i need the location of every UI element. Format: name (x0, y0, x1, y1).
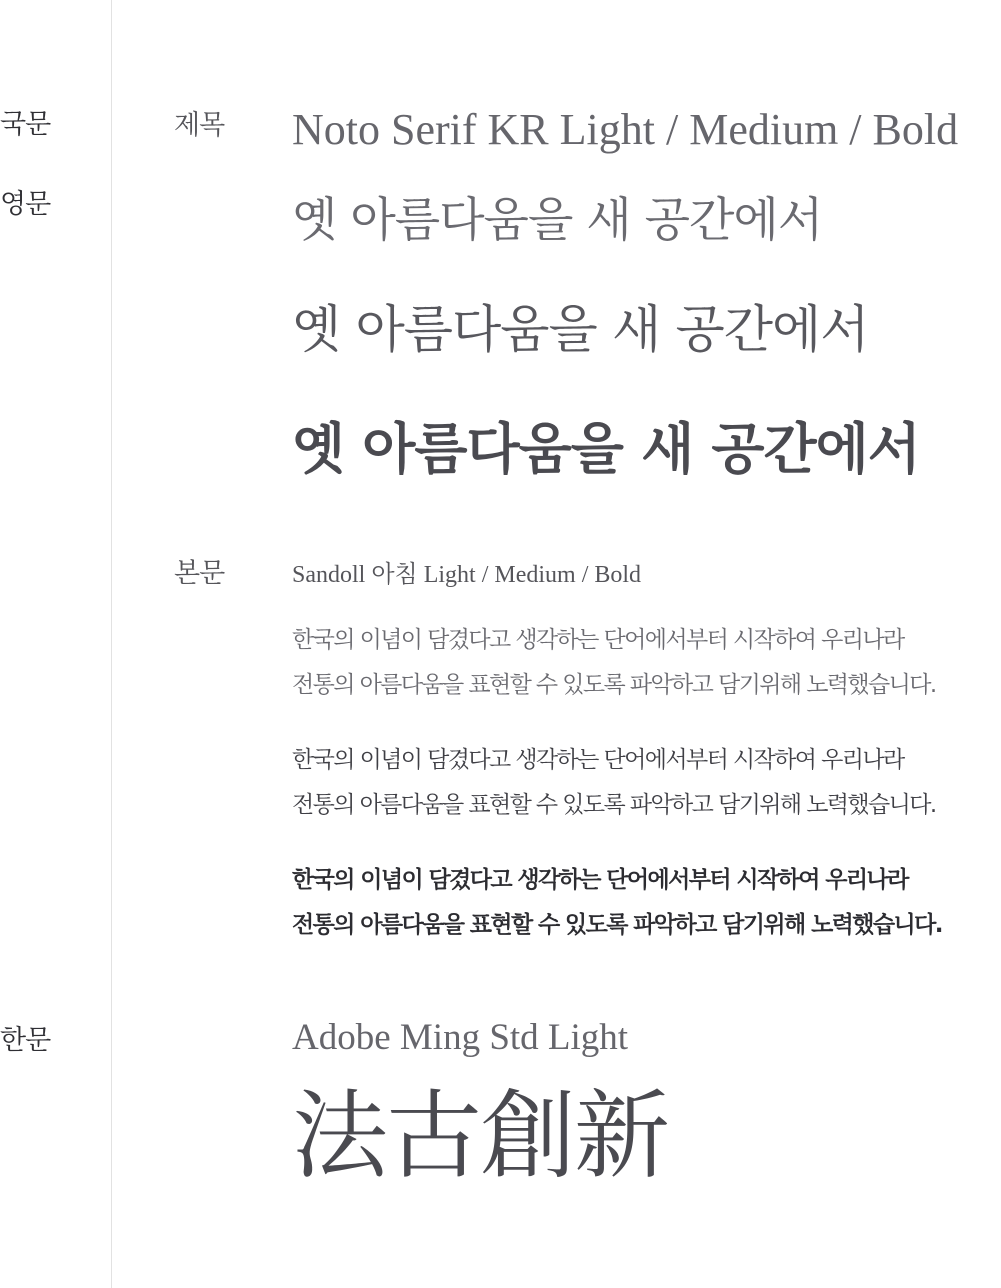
subcategory-body: 본문 (174, 558, 225, 589)
title-sample-medium: 옛 아름다움을 새 공간에서 (292, 301, 869, 360)
paragraph-line: 전통의 아름다움을 표현할 수 있도록 파악하고 담기위해 노력했습니다. (292, 672, 936, 698)
hanja-sample: 法古創新 (292, 1080, 668, 1192)
paragraph-line: 한국의 이념이 담겼다고 생각하는 단어에서부터 시작하여 우리나라 (292, 747, 904, 773)
vertical-divider (111, 0, 112, 1288)
body-paragraph-bold (292, 858, 942, 948)
body-font-name: Sandoll 아침 Light / Medium / Bold (292, 562, 642, 588)
body-paragraph-light (292, 618, 936, 708)
title-sample-light: 옛 아름다움을 새 공간에서 (292, 193, 823, 248)
paragraph-line: 전통의 아름다움을 표현할 수 있도록 파악하고 담기위해 노력했습니다. (292, 912, 942, 938)
category-korean: 국문 (0, 109, 51, 140)
title-font-name: Noto Serif KR Light / Medium / Bold (292, 105, 959, 154)
category-hanja: 한문 (0, 1025, 51, 1056)
hanja-font-name: Adobe Ming Std Light (292, 1017, 629, 1058)
category-english: 영문 (0, 189, 51, 220)
subcategory-title: 제목 (174, 110, 225, 141)
body-paragraph-medium (292, 738, 936, 828)
paragraph-line: 한국의 이념이 담겼다고 생각하는 단어에서부터 시작하여 우리나라 (292, 627, 904, 653)
title-sample-bold: 옛 아름다움을 새 공간에서 (292, 416, 920, 481)
paragraph-line: 한국의 이념이 담겼다고 생각하는 단어에서부터 시작하여 우리나라 (292, 867, 908, 893)
paragraph-line: 전통의 아름다움을 표현할 수 있도록 파악하고 담기위해 노력했습니다. (292, 792, 936, 818)
